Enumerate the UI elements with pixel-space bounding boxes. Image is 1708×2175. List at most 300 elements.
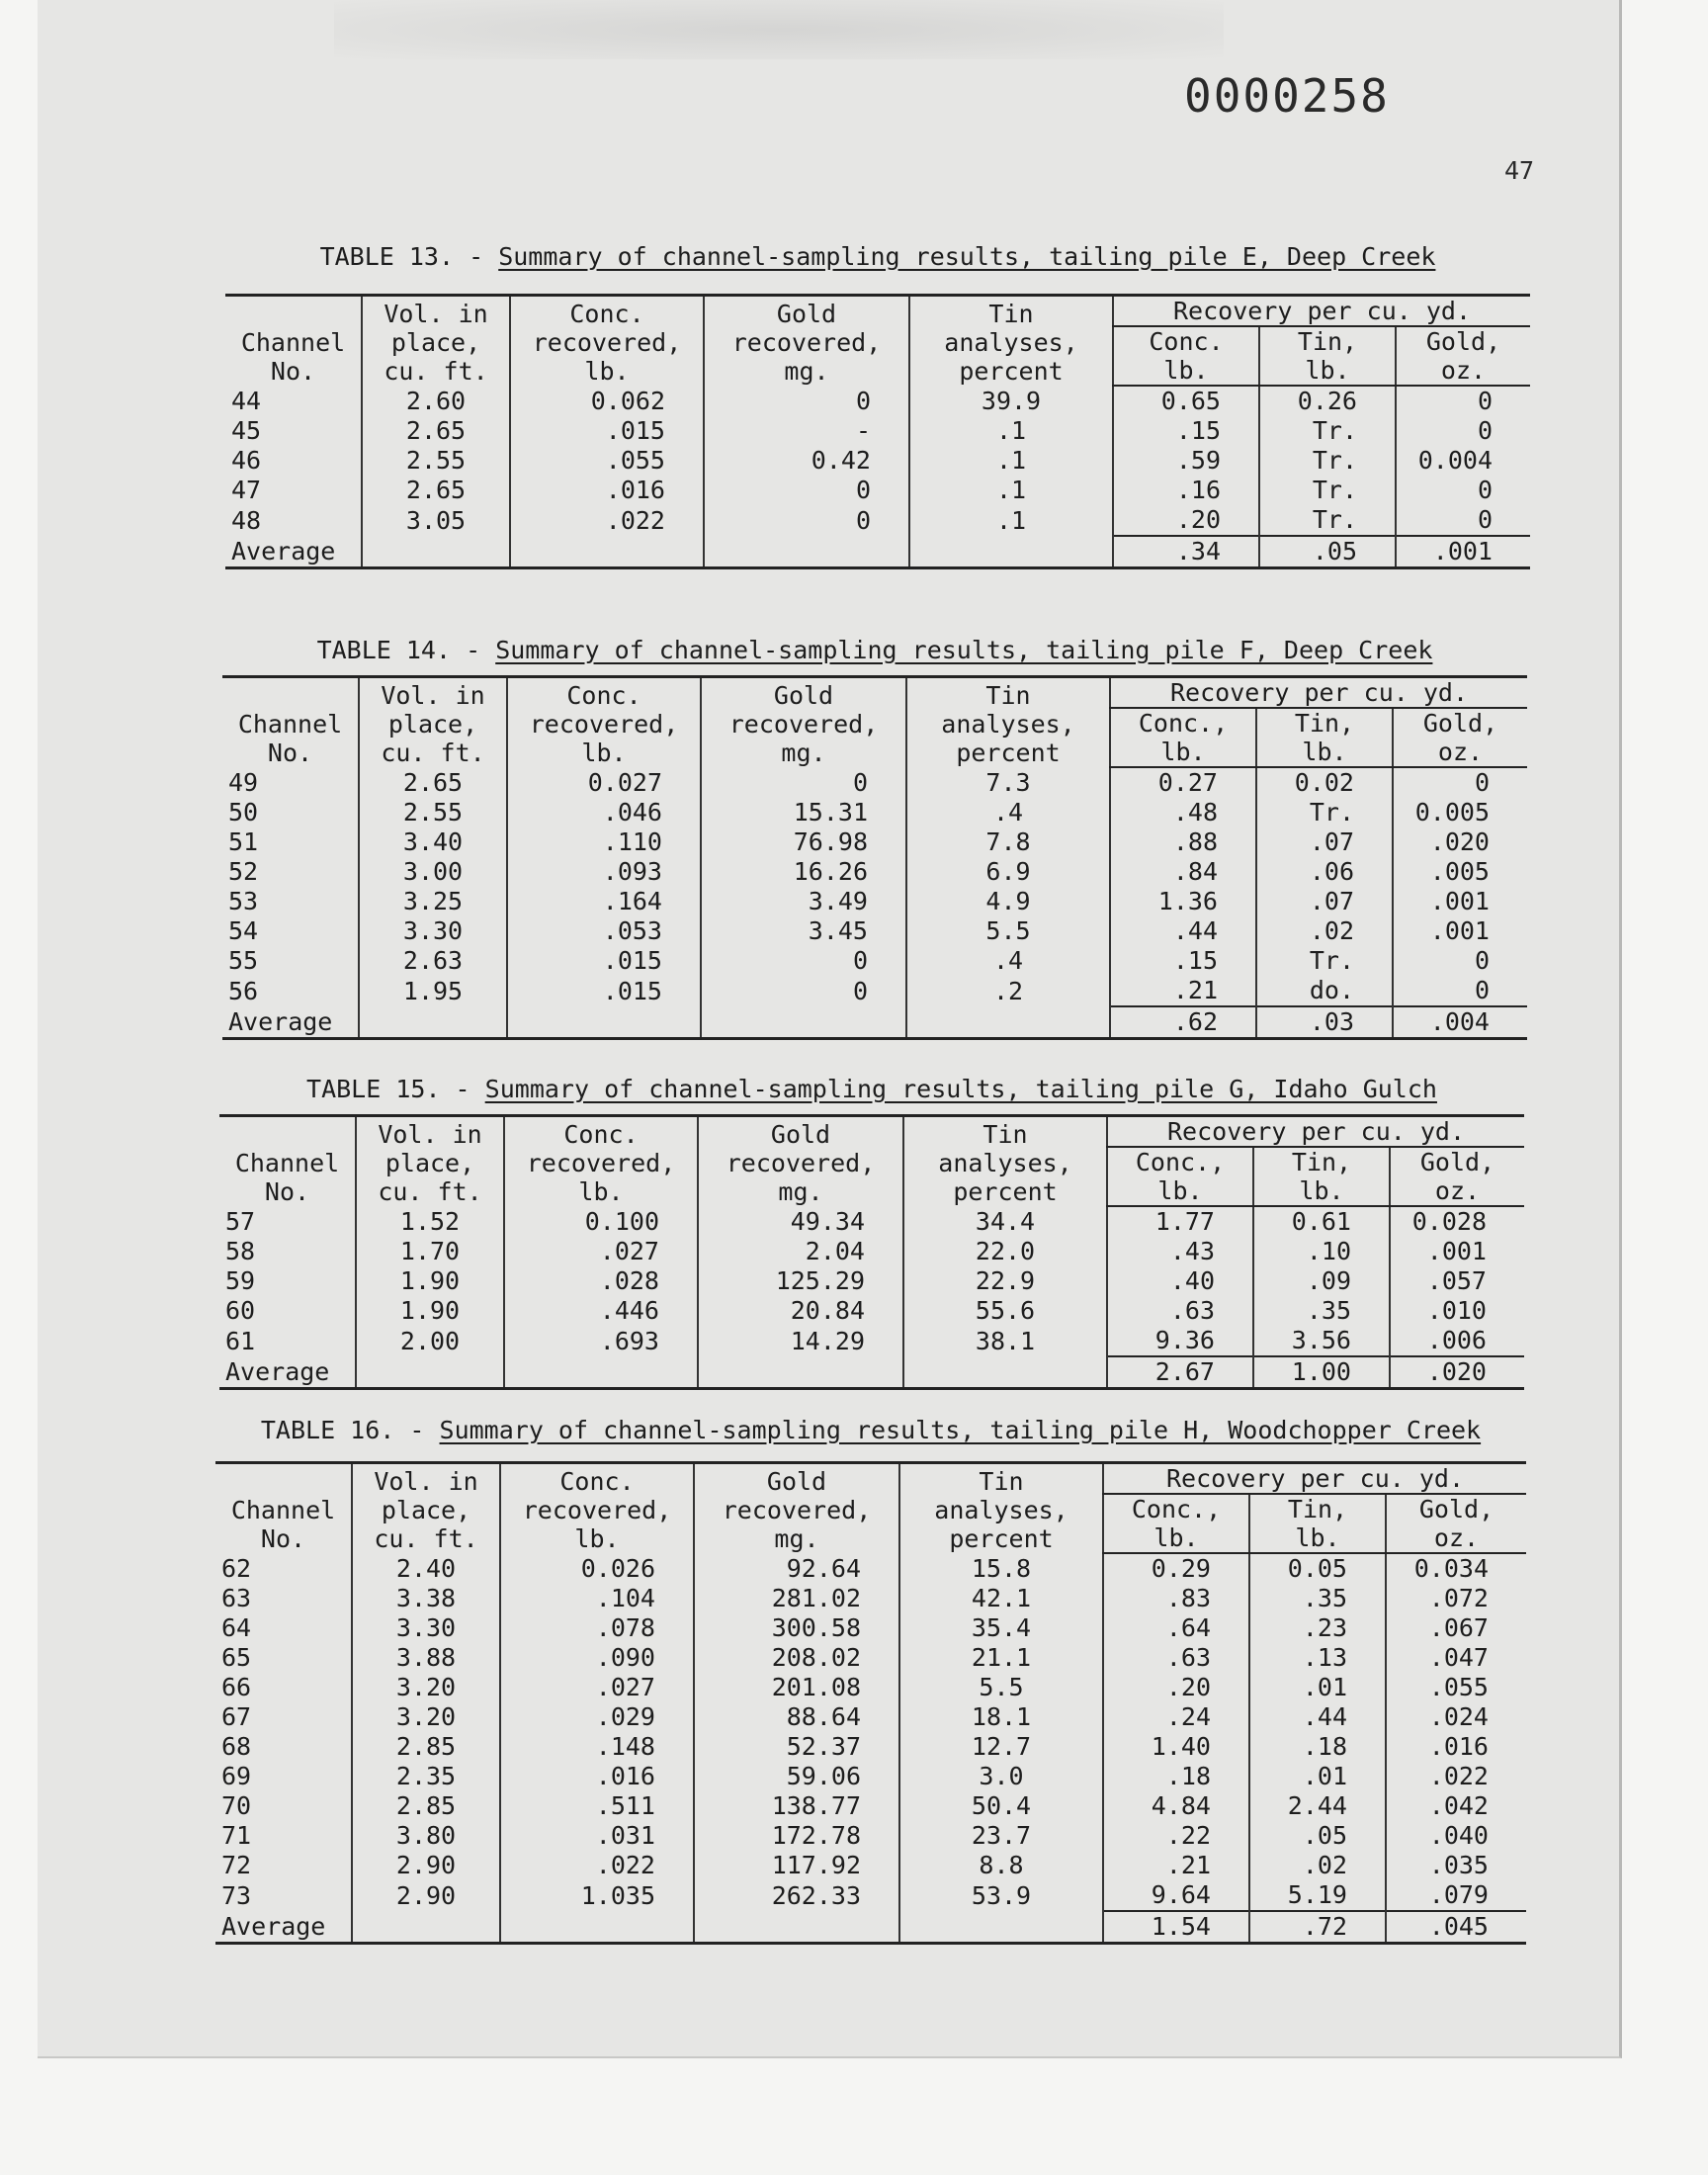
cell-vol-in-place: 3.00 (359, 857, 507, 887)
cell-conc-recovered (507, 1006, 701, 1039)
col-header-rec-conc: Conc., lb. (1107, 1147, 1253, 1206)
cell-rec-gold: .010 (1390, 1296, 1524, 1326)
cell-channel: 57 (225, 1207, 256, 1236)
cell-rec-tin: Tr. (1259, 446, 1396, 476)
cell-rec-gold: .020 (1393, 827, 1527, 857)
cell-gold-recovered: 0 (704, 386, 909, 416)
cell-gold-recovered: 172.78 (694, 1821, 899, 1851)
cell-gold-recovered: 117.92 (694, 1851, 899, 1880)
cell-rec-tin: 1.00 (1253, 1356, 1390, 1389)
cell-rec-gold: 0 (1393, 946, 1527, 976)
table-caption (215, 1416, 1526, 1455)
cell-rec-conc: 0.29 (1103, 1553, 1249, 1584)
cell-vol-in-place: 2.40 (352, 1553, 500, 1584)
table-row (215, 1880, 1526, 1911)
cell-vol-in-place: 2.85 (352, 1791, 500, 1821)
table-14 (222, 636, 1527, 1061)
cell-tin-analyses: .1 (909, 416, 1113, 446)
cell-rec-conc: .48 (1110, 798, 1256, 827)
average-row (215, 1911, 1526, 1944)
cell-rec-tin: .35 (1249, 1584, 1386, 1613)
cell-vol-in-place: 3.40 (359, 827, 507, 857)
col-header-vol: Vol. in place, cu. ft. (359, 677, 507, 768)
cell-rec-conc: .63 (1107, 1296, 1253, 1326)
table-row (225, 505, 1530, 536)
table-row (219, 1266, 1524, 1296)
cell-tin-analyses: 22.9 (903, 1266, 1107, 1296)
cell-rec-conc: .20 (1103, 1673, 1249, 1702)
col-header-vol: Vol. in place, cu. ft. (356, 1116, 504, 1207)
cell-tin-analyses: 38.1 (903, 1326, 1107, 1356)
cell-rec-conc: 9.64 (1103, 1880, 1249, 1911)
cell-rec-tin: .07 (1256, 887, 1393, 916)
col-header-recovery-group: Recovery per cu. yd. (1103, 1463, 1526, 1495)
cell-rec-gold: 0.028 (1390, 1206, 1524, 1237)
cell-conc-recovered: .016 (500, 1762, 694, 1791)
cell-channel: 47 (231, 476, 262, 504)
cell-rec-conc: .63 (1103, 1643, 1249, 1673)
cell-tin-analyses: 6.9 (906, 857, 1110, 887)
col-header-channel: Channel No. (225, 296, 362, 387)
cell-conc-recovered: .055 (510, 446, 704, 476)
cell-rec-tin: .10 (1253, 1237, 1390, 1266)
cell-rec-conc: .16 (1113, 476, 1259, 505)
table-row (222, 976, 1527, 1006)
cell-vol-in-place: 2.63 (359, 946, 507, 976)
col-header-conc: Conc. recovered, lb. (510, 296, 704, 387)
cell-rec-tin: 2.44 (1249, 1791, 1386, 1821)
scan-smudge (334, 0, 1224, 59)
cell-gold-recovered: 20.84 (698, 1296, 903, 1326)
cell-conc-recovered (500, 1911, 694, 1944)
cell-rec-tin: do. (1256, 976, 1393, 1006)
cell-gold-recovered: 15.31 (701, 798, 906, 827)
cell-vol-in-place: 2.65 (362, 416, 510, 446)
cell-rec-tin: 0.02 (1256, 767, 1393, 798)
cell-rec-gold: .057 (1390, 1266, 1524, 1296)
cell-tin-analyses: 35.4 (899, 1613, 1103, 1643)
table-15 (219, 1075, 1524, 1401)
cell-tin-analyses: 4.9 (906, 887, 1110, 916)
cell-rec-tin: .23 (1249, 1613, 1386, 1643)
col-header-channel: Channel No. (219, 1116, 356, 1207)
cell-vol-in-place: 1.90 (356, 1296, 504, 1326)
cell-gold-recovered (704, 536, 909, 568)
cell-conc-recovered: .022 (500, 1851, 694, 1880)
cell-vol-in-place (362, 536, 510, 568)
cell-conc-recovered: 0.026 (500, 1553, 694, 1584)
cell-vol-in-place (352, 1911, 500, 1944)
cell-channel: 54 (228, 916, 259, 945)
cell-tin-analyses: .1 (909, 476, 1113, 505)
cell-rec-conc: .18 (1103, 1762, 1249, 1791)
cell-channel: 53 (228, 887, 259, 915)
document-page (38, 0, 1622, 2058)
cell-gold-recovered: 0.42 (704, 446, 909, 476)
cell-channel: 50 (228, 798, 259, 826)
cell-rec-gold: .055 (1386, 1673, 1526, 1702)
cell-conc-recovered: 0.027 (507, 767, 701, 798)
cell-rec-gold: .079 (1386, 1880, 1526, 1911)
cell-conc-recovered: .022 (510, 505, 704, 536)
average-row (222, 1006, 1527, 1039)
cell-rec-tin: .06 (1256, 857, 1393, 887)
cell-rec-gold: .001 (1390, 1237, 1524, 1266)
cell-rec-conc: 1.77 (1107, 1206, 1253, 1237)
table-row (219, 1237, 1524, 1266)
cell-channel: 69 (221, 1762, 252, 1790)
cell-vol-in-place: 1.90 (356, 1266, 504, 1296)
cell-rec-gold: 0.004 (1396, 446, 1530, 476)
cell-tin-analyses: 15.8 (899, 1553, 1103, 1584)
cell-channel: 72 (221, 1851, 252, 1879)
cell-vol-in-place: 3.80 (352, 1821, 500, 1851)
cell-conc-recovered: .046 (507, 798, 701, 827)
table-row (225, 446, 1530, 476)
cell-channel: 64 (221, 1613, 252, 1642)
data-table (222, 675, 1527, 1040)
cell-rec-conc: .88 (1110, 827, 1256, 857)
cell-rec-tin: .18 (1249, 1732, 1386, 1762)
cell-conc-recovered: .090 (500, 1643, 694, 1673)
cell-rec-conc: .21 (1103, 1851, 1249, 1880)
cell-gold-recovered: 300.58 (694, 1613, 899, 1643)
cell-rec-conc: .15 (1113, 416, 1259, 446)
cell-tin-analyses: 34.4 (903, 1206, 1107, 1237)
cell-channel: 61 (225, 1327, 256, 1355)
cell-gold-recovered (698, 1356, 903, 1389)
cell-rec-tin: Tr. (1259, 416, 1396, 446)
cell-tin-analyses: .1 (909, 446, 1113, 476)
col-header-tin: Tin analyses, percent (906, 677, 1110, 768)
cell-gold-recovered: 125.29 (698, 1266, 903, 1296)
col-header-vol: Vol. in place, cu. ft. (362, 296, 510, 387)
cell-channel: 52 (228, 857, 259, 886)
cell-gold-recovered: 88.64 (694, 1702, 899, 1732)
cell-conc-recovered (504, 1356, 698, 1389)
cell-rec-gold: 0 (1393, 976, 1527, 1006)
cell-channel: 49 (228, 768, 259, 797)
table-caption (219, 1075, 1524, 1114)
cell-gold-recovered: 2.04 (698, 1237, 903, 1266)
table-row (219, 1326, 1524, 1356)
table-row (215, 1643, 1526, 1673)
cell-vol-in-place: 3.25 (359, 887, 507, 916)
col-header-rec-tin: Tin, lb. (1256, 708, 1393, 767)
average-label: Average (222, 1006, 359, 1039)
col-header-rec-tin: Tin, lb. (1249, 1494, 1386, 1553)
col-header-tin: Tin analyses, percent (899, 1463, 1103, 1554)
cell-vol-in-place: 2.90 (352, 1880, 500, 1911)
cell-rec-gold: .020 (1390, 1356, 1524, 1389)
cell-tin-analyses: 5.5 (899, 1673, 1103, 1702)
cell-vol-in-place: 2.55 (359, 798, 507, 827)
cell-rec-conc: .24 (1103, 1702, 1249, 1732)
col-header-gold: Gold recovered, mg. (704, 296, 909, 387)
cell-rec-gold: .067 (1386, 1613, 1526, 1643)
cell-gold-recovered: 0 (701, 976, 906, 1006)
table-row (222, 857, 1527, 887)
cell-rec-conc: .59 (1113, 446, 1259, 476)
cell-rec-tin: 5.19 (1249, 1880, 1386, 1911)
cell-rec-gold: 0 (1396, 476, 1530, 505)
cell-conc-recovered: .693 (504, 1326, 698, 1356)
cell-vol-in-place: 2.35 (352, 1762, 500, 1791)
cell-gold-recovered (694, 1911, 899, 1944)
cell-rec-conc: 4.84 (1103, 1791, 1249, 1821)
cell-tin-analyses (909, 536, 1113, 568)
col-header-conc: Conc. recovered, lb. (507, 677, 701, 768)
cell-rec-gold: .042 (1386, 1791, 1526, 1821)
cell-vol-in-place (359, 1006, 507, 1039)
page-number: 47 (1504, 156, 1535, 185)
cell-channel: 70 (221, 1791, 252, 1820)
cell-channel: 62 (221, 1554, 252, 1583)
table-title: Summary of channel-sampling results, tailing pile G, Idaho Gulch (484, 1075, 1437, 1103)
cell-rec-gold: 0 (1396, 386, 1530, 416)
cell-tin-analyses: 5.5 (906, 916, 1110, 946)
table-row (219, 1296, 1524, 1326)
cell-rec-gold: .001 (1393, 887, 1527, 916)
cell-channel: 67 (221, 1702, 252, 1731)
cell-conc-recovered: .446 (504, 1296, 698, 1326)
table-13 (225, 242, 1530, 608)
cell-tin-analyses: 22.0 (903, 1237, 1107, 1266)
table-label: TABLE 13. - (319, 242, 484, 271)
cell-rec-tin: .05 (1259, 536, 1396, 568)
table-row (215, 1673, 1526, 1702)
cell-vol-in-place: 1.95 (359, 976, 507, 1006)
cell-gold-recovered: 14.29 (698, 1326, 903, 1356)
cell-tin-analyses: 7.8 (906, 827, 1110, 857)
col-header-conc: Conc. recovered, lb. (500, 1463, 694, 1554)
cell-tin-analyses: .2 (906, 976, 1110, 1006)
table-row (222, 767, 1527, 798)
cell-rec-tin: .01 (1249, 1673, 1386, 1702)
cell-rec-tin: .03 (1256, 1006, 1393, 1039)
cell-channel: 44 (231, 387, 262, 415)
cell-tin-analyses (903, 1356, 1107, 1389)
table-row (215, 1791, 1526, 1821)
cell-channel: 71 (221, 1821, 252, 1850)
table-row (225, 416, 1530, 446)
cell-vol-in-place: 1.52 (356, 1206, 504, 1237)
cell-rec-tin: .72 (1249, 1911, 1386, 1944)
cell-tin-analyses: 12.7 (899, 1732, 1103, 1762)
table-caption (225, 242, 1530, 282)
cell-conc-recovered: .016 (510, 476, 704, 505)
cell-rec-conc: .64 (1103, 1613, 1249, 1643)
cell-vol-in-place: 2.65 (359, 767, 507, 798)
cell-channel: 45 (231, 416, 262, 445)
cell-rec-tin: .07 (1256, 827, 1393, 857)
cell-rec-gold: .016 (1386, 1732, 1526, 1762)
cell-rec-gold: .004 (1393, 1006, 1527, 1039)
cell-channel: 46 (231, 446, 262, 475)
cell-tin-analyses: 18.1 (899, 1702, 1103, 1732)
cell-tin-analyses: 7.3 (906, 767, 1110, 798)
cell-gold-recovered: 0 (704, 505, 909, 536)
cell-conc-recovered: .027 (504, 1237, 698, 1266)
table-row (215, 1584, 1526, 1613)
cell-vol-in-place: 2.00 (356, 1326, 504, 1356)
cell-channel: 66 (221, 1673, 252, 1701)
cell-rec-tin: 3.56 (1253, 1326, 1390, 1356)
cell-gold-recovered: 49.34 (698, 1206, 903, 1237)
cell-rec-conc: .15 (1110, 946, 1256, 976)
cell-vol-in-place: 2.65 (362, 476, 510, 505)
cell-channel: 60 (225, 1296, 256, 1325)
cell-channel: 63 (221, 1584, 252, 1612)
cell-rec-gold: .001 (1393, 916, 1527, 946)
average-row (219, 1356, 1524, 1389)
col-header-rec-gold: Gold, oz. (1393, 708, 1527, 767)
cell-gold-recovered: 92.64 (694, 1553, 899, 1584)
average-label: Average (225, 536, 362, 568)
cell-rec-gold: .001 (1396, 536, 1530, 568)
cell-conc-recovered: .078 (500, 1613, 694, 1643)
cell-tin-analyses: .4 (906, 798, 1110, 827)
cell-tin-analyses: 42.1 (899, 1584, 1103, 1613)
col-header-rec-tin: Tin, lb. (1253, 1147, 1390, 1206)
cell-rec-gold: .045 (1386, 1911, 1526, 1944)
col-header-channel: Channel No. (215, 1463, 352, 1554)
table-row (222, 827, 1527, 857)
col-header-tin: Tin analyses, percent (909, 296, 1113, 387)
cell-vol-in-place: 3.20 (352, 1702, 500, 1732)
col-header-rec-tin: Tin, lb. (1259, 326, 1396, 386)
table-16 (215, 1416, 1526, 1969)
cell-rec-tin: .35 (1253, 1296, 1390, 1326)
table-row (222, 916, 1527, 946)
table-row (215, 1702, 1526, 1732)
cell-tin-analyses (906, 1006, 1110, 1039)
cell-rec-gold: .072 (1386, 1584, 1526, 1613)
table-row (225, 476, 1530, 505)
cell-rec-conc: 9.36 (1107, 1326, 1253, 1356)
cell-conc-recovered: 0.100 (504, 1206, 698, 1237)
cell-tin-analyses: .4 (906, 946, 1110, 976)
cell-gold-recovered: 76.98 (701, 827, 906, 857)
cell-gold-recovered (701, 1006, 906, 1039)
cell-conc-recovered: .093 (507, 857, 701, 887)
cell-rec-conc: 0.27 (1110, 767, 1256, 798)
cell-rec-tin: .01 (1249, 1762, 1386, 1791)
cell-vol-in-place: 3.38 (352, 1584, 500, 1613)
cell-channel: 59 (225, 1266, 256, 1295)
table-row (222, 946, 1527, 976)
cell-vol-in-place: 2.55 (362, 446, 510, 476)
cell-gold-recovered: 3.45 (701, 916, 906, 946)
cell-rec-conc: 1.36 (1110, 887, 1256, 916)
average-label: Average (215, 1911, 352, 1944)
cell-conc-recovered: .164 (507, 887, 701, 916)
cell-vol-in-place: 2.90 (352, 1851, 500, 1880)
cell-rec-gold: .040 (1386, 1821, 1526, 1851)
cell-tin-analyses: 39.9 (909, 386, 1113, 416)
cell-rec-conc: .44 (1110, 916, 1256, 946)
cell-vol-in-place: 3.20 (352, 1673, 500, 1702)
col-header-gold: Gold recovered, mg. (694, 1463, 899, 1554)
cell-rec-tin: 0.61 (1253, 1206, 1390, 1237)
table-row (215, 1821, 1526, 1851)
data-table (225, 294, 1530, 569)
cell-rec-conc: .34 (1113, 536, 1259, 568)
cell-rec-gold: .047 (1386, 1643, 1526, 1673)
cell-rec-tin: Tr. (1256, 798, 1393, 827)
cell-rec-tin: .02 (1256, 916, 1393, 946)
cell-rec-gold: .024 (1386, 1702, 1526, 1732)
table-label: TABLE 16. - (260, 1416, 425, 1444)
cell-gold-recovered: 59.06 (694, 1762, 899, 1791)
table-row (219, 1206, 1524, 1237)
table-label: TABLE 14. - (316, 636, 481, 664)
cell-conc-recovered: .029 (500, 1702, 694, 1732)
cell-gold-recovered: 0 (701, 767, 906, 798)
table-row (215, 1613, 1526, 1643)
cell-rec-gold: 0.034 (1386, 1553, 1526, 1584)
cell-tin-analyses: 55.6 (903, 1296, 1107, 1326)
cell-rec-conc: .22 (1103, 1821, 1249, 1851)
cell-gold-recovered: 0 (704, 476, 909, 505)
cell-rec-conc: .21 (1110, 976, 1256, 1006)
cell-tin-analyses: 8.8 (899, 1851, 1103, 1880)
table-caption (222, 636, 1527, 675)
cell-rec-tin: Tr. (1256, 946, 1393, 976)
cell-conc-recovered: .027 (500, 1673, 694, 1702)
cell-gold-recovered: 262.33 (694, 1880, 899, 1911)
cell-rec-conc: 1.54 (1103, 1911, 1249, 1944)
cell-gold-recovered: 16.26 (701, 857, 906, 887)
col-header-conc: Conc. recovered, lb. (504, 1116, 698, 1207)
cell-rec-conc: .84 (1110, 857, 1256, 887)
cell-rec-tin: 0.26 (1259, 386, 1396, 416)
table-row (225, 386, 1530, 416)
cell-tin-analyses: 23.7 (899, 1821, 1103, 1851)
cell-conc-recovered: .148 (500, 1732, 694, 1762)
col-header-channel: Channel No. (222, 677, 359, 768)
table-row (222, 798, 1527, 827)
cell-rec-tin: Tr. (1259, 476, 1396, 505)
cell-vol-in-place: 3.30 (352, 1613, 500, 1643)
cell-vol-in-place: 3.05 (362, 505, 510, 536)
col-header-recovery-group: Recovery per cu. yd. (1107, 1116, 1524, 1148)
cell-channel: 56 (228, 977, 259, 1005)
cell-rec-gold: .006 (1390, 1326, 1524, 1356)
cell-tin-analyses: 53.9 (899, 1880, 1103, 1911)
cell-gold-recovered: 201.08 (694, 1673, 899, 1702)
cell-gold-recovered: 281.02 (694, 1584, 899, 1613)
cell-tin-analyses: 3.0 (899, 1762, 1103, 1791)
table-row (215, 1553, 1526, 1584)
cell-conc-recovered: 1.035 (500, 1880, 694, 1911)
cell-conc-recovered: .015 (507, 976, 701, 1006)
cell-vol-in-place (356, 1356, 504, 1389)
cell-rec-tin: 0.05 (1249, 1553, 1386, 1584)
cell-channel: 55 (228, 946, 259, 975)
col-header-recovery-group: Recovery per cu. yd. (1113, 296, 1530, 327)
cell-channel: 48 (231, 506, 262, 535)
table-title: Summary of channel-sampling results, tailing pile F, Deep Creek (495, 636, 1433, 664)
col-header-tin: Tin analyses, percent (903, 1116, 1107, 1207)
table-row (222, 887, 1527, 916)
table-label: TABLE 15. - (306, 1075, 470, 1103)
col-header-vol: Vol. in place, cu. ft. (352, 1463, 500, 1554)
cell-gold-recovered: 208.02 (694, 1643, 899, 1673)
cell-rec-tin: .44 (1249, 1702, 1386, 1732)
cell-rec-conc: 0.65 (1113, 386, 1259, 416)
cell-rec-gold: 0 (1396, 416, 1530, 446)
